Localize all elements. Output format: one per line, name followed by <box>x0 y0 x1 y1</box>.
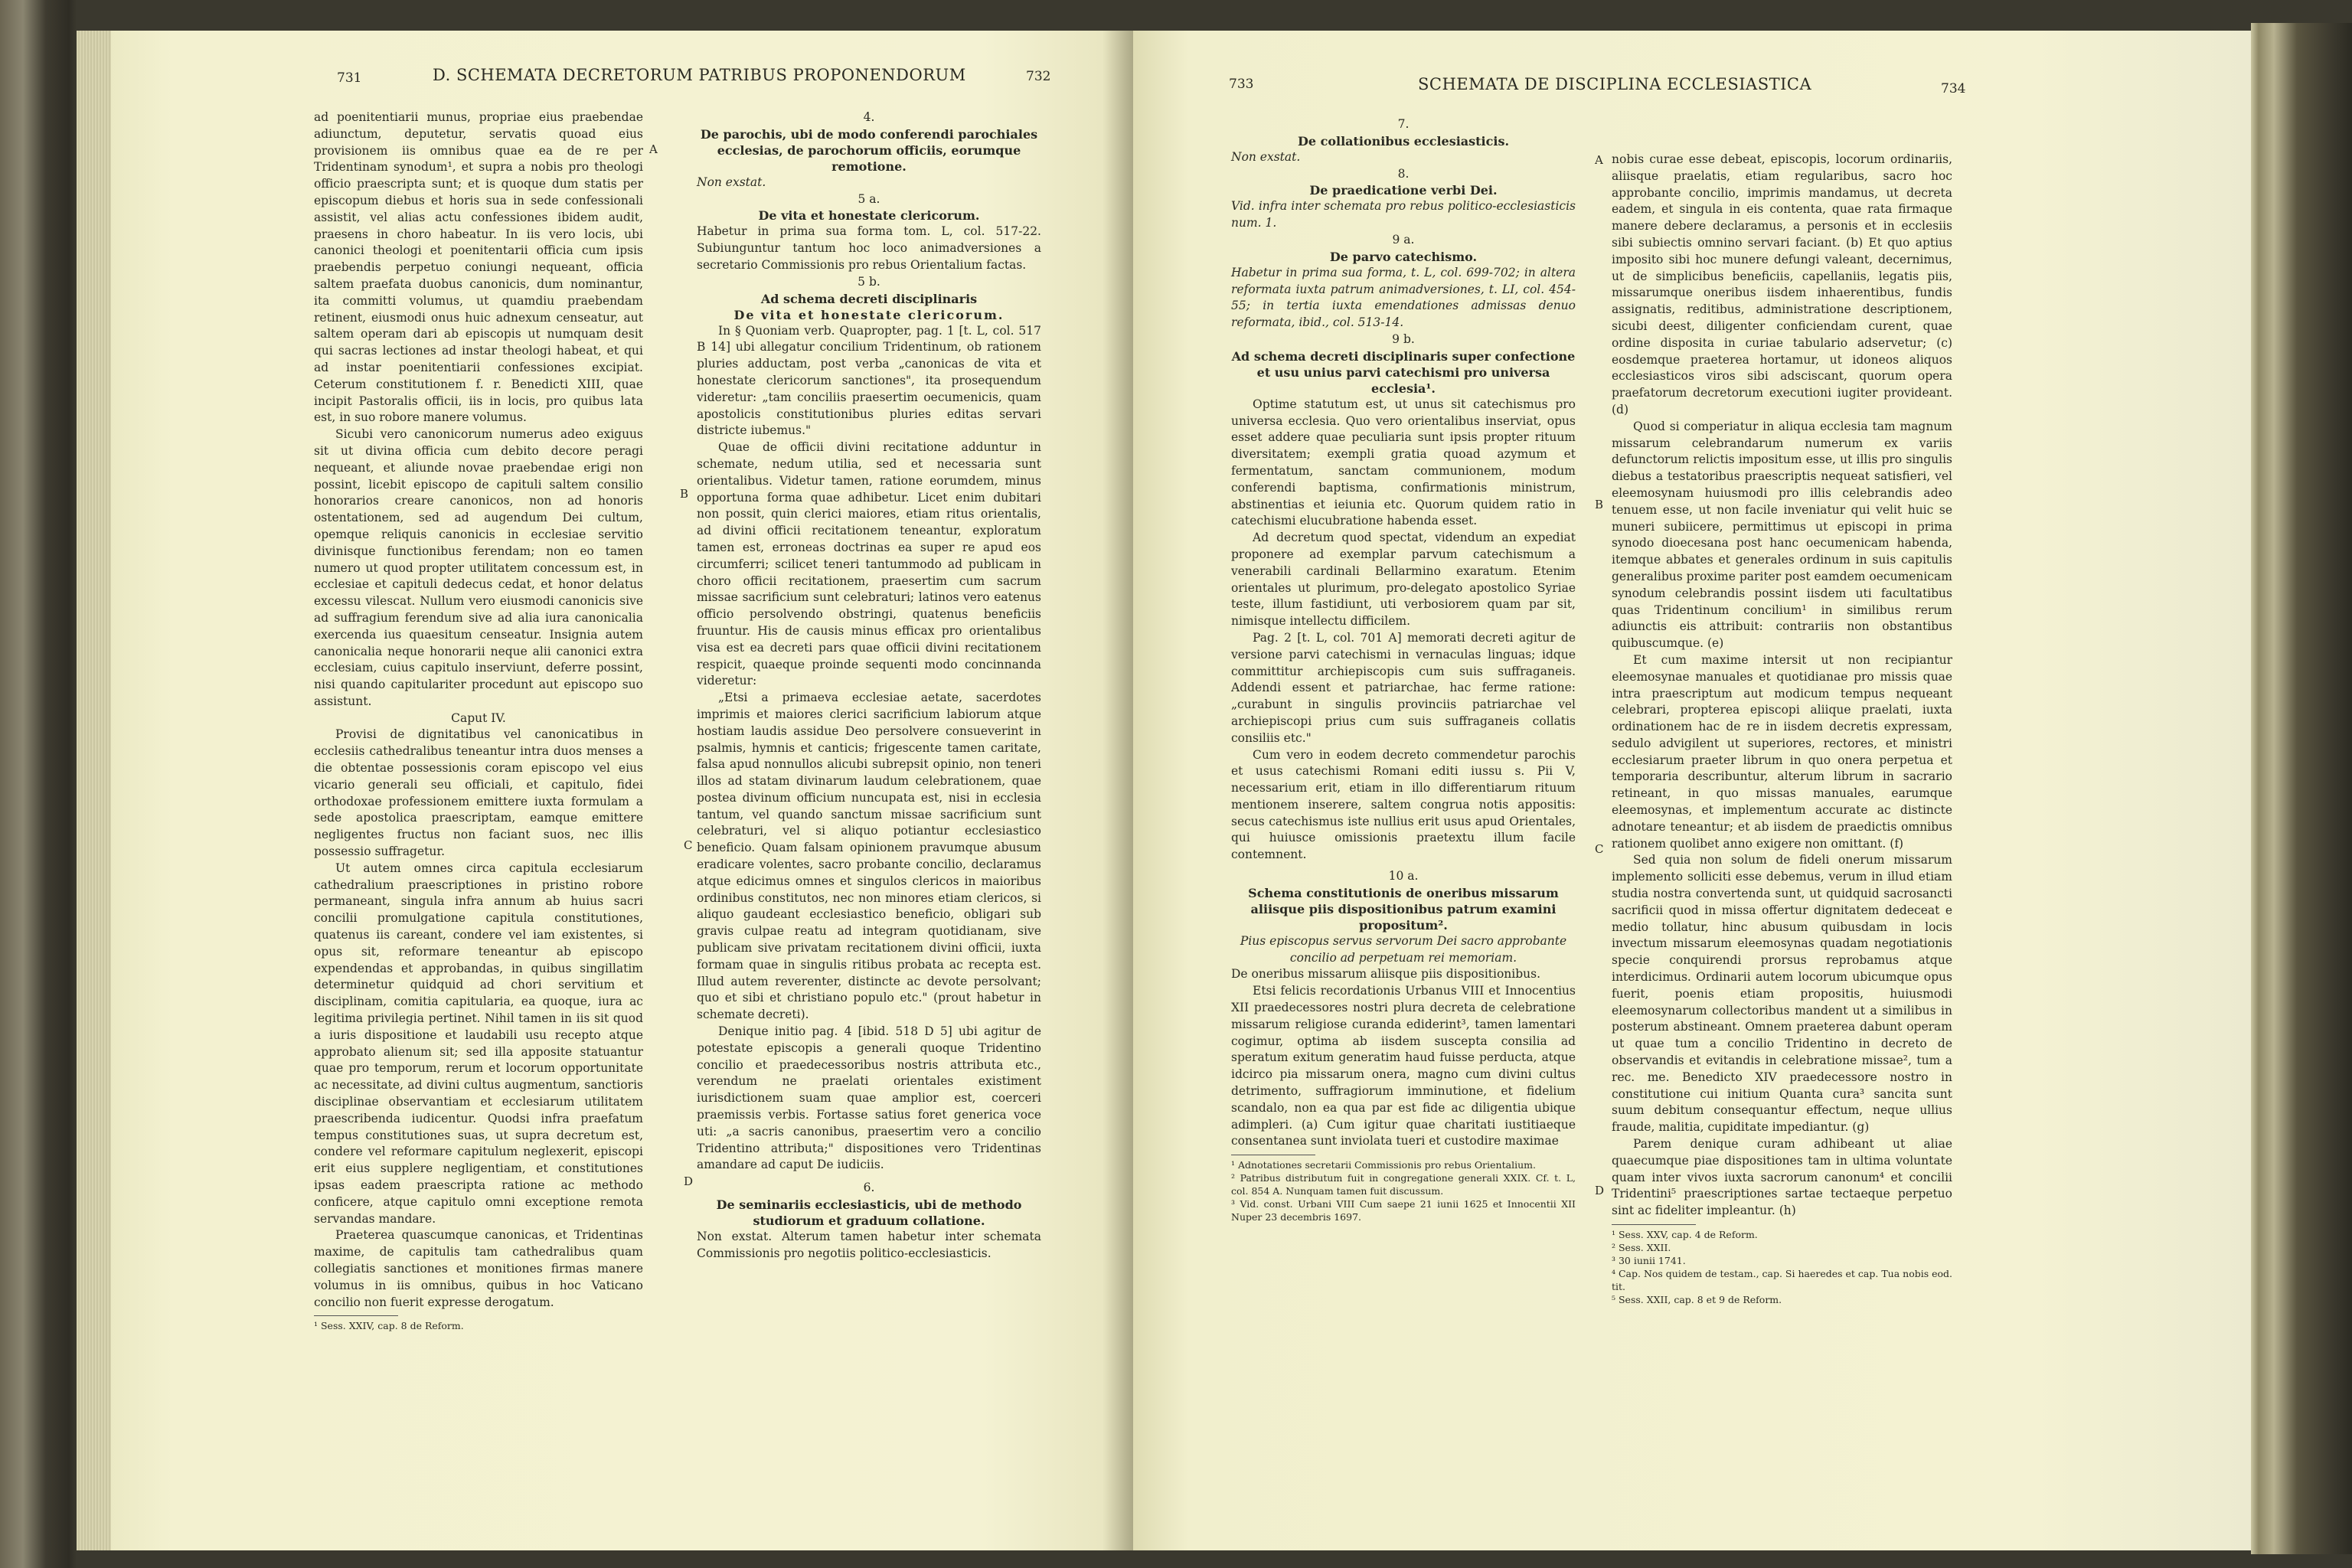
paragraph: Quod si comperiatur in aliqua ecclesia tam magnum missarum celebrandarum numerum ex variis defunctorum relictis impositum esse, ut illis pro singulis diebus a testatoribus praescriptis nequeat satisfieri, vel eleemosynam huiusmodi pro illis celebrandis adeo tenuem esse, ut non facile inveniatur qui velit huic se muneri subiicere, permittimus ut episcopi in prima synodo dioecesana post hanc oecumenicam habenda, itemque abbates et generales ordinum in suis capitulis generalibus proxime pariter post eamdem oecumenicam synodum celebrandis possint iisdem uti facultatibus quas Tridentinum concilium¹ in similibus rerum adiunctis eis attribuit: contrariis non obstantibus quibuscumque. (e) <box>1612 419 1952 651</box>
margin-marker-a: A <box>1595 153 1603 167</box>
section-title: Schema constitutionis de oneribus missarum aliisque piis dispositionibus patrum examini propositum². <box>1248 885 1559 933</box>
footnote: ⁵ Sess. XXII, cap. 8 et 9 de Reform. <box>1612 1294 1782 1305</box>
section-note: Non exstat. <box>697 175 766 189</box>
section-number: 9 b. <box>1392 332 1415 346</box>
left-page-column-1 <box>314 109 643 1332</box>
margin-marker-d: D <box>684 1174 694 1188</box>
section-number: 4. <box>863 110 875 124</box>
section-note: Vid. infra inter schemata pro rebus politico-ecclesiasticis num. 1. <box>1231 199 1576 230</box>
section-lead: De oneribus missarum aliisque piis dispositionibus. <box>1231 967 1541 982</box>
footnote: ³ 30 iunii 1741. <box>1612 1255 1686 1266</box>
section-title: Ad schema decreti disciplinaris <box>760 291 978 306</box>
page-number-731: 731 <box>337 70 362 86</box>
paragraph: Denique initio pag. 4 [ibid. 518 D 5] ubi agitur de potestate episcopis a generali quoque Tridentino concilio et praedecessoribus nostris attributa etc., verendum ne praelati orientales existiment iurisdictionem suam quae amplior est, coerceri praemissis verbis. Fortasse satius foret generica voce uti: „a sacris canonibus, praesertim vero a concilio Tridentino attributa;" dispositiones vero Tridentinas amandare ad caput De iudiciis. <box>697 1024 1041 1172</box>
left-page <box>111 31 1133 1550</box>
margin-marker-b: B <box>1595 498 1604 511</box>
paragraph: Sicubi vero canonicorum numerus adeo exiguus sit ut divina officia cum debito decore peragi nequeant, et aliunde novae praebendae erigi non possint, licebit episcopo de capituli saltem consilio honorarios creare canonicos, non ad honoris ostentationem, sed ad augendum Dei cultum, opemque reliquis canonicis in ecclesiae servitio divinisque functionibus ferendam; non eo tamen numero ut quod propter utilitatem concessum est, in ecclesiae et capituli dedecus cedat, et honor delatus excessu vilescat. Nullum vero eiusmodi canonicis sive ad suffragium ferendum sive ad alia iura canonicalia exercenda ius quaesitum censeatur. Insignia autem canonicalia neque honorarii neque alii canonici extra ecclesiam, cuius capitulo inserviunt, deferre possint, nisi quando capitulariter procedunt aut episcopo suo assistunt. <box>314 427 643 708</box>
margin-marker-c: C <box>1595 842 1604 856</box>
paragraph: Provisi de dignitatibus vel canonicatibus in ecclesiis cathedralibus teneantur intra duos menses a die obtentae possessionis coram episcopo vel eius vicario generali seu officiali, et capitulo, fidei orthodoxae professionem emittere iuxta formulam a sede apostolica praescriptam, eamque emittere negligentes fructus non faciant suos, nec illis possessio suffragetur. <box>314 727 643 859</box>
section-number: 7. <box>1397 117 1410 131</box>
page-edges-right <box>2251 23 2352 1554</box>
footnote: ² Patribus distributum fuit in congregatione generali XXIX. Cf. t. L, col. 854 A. Nunquam tamen fuit discussum. <box>1231 1172 1576 1197</box>
section-note: Habetur in prima sua forma tom. L, col. 517-22. Subiunguntur tantum hoc loco animadversiones a secretario Commissionis pro rebus Orientalium factas. <box>697 224 1041 272</box>
section-title: De seminariis ecclesiasticis, ubi de methodo studiorum et graduum collatione. <box>716 1197 1022 1229</box>
right-page-column-2 <box>1612 152 1952 1306</box>
section-note: Non exstat. Alterum tamen habetur inter schemata Commissionis pro negotiis politico-ecclesiasticis. <box>697 1230 1041 1260</box>
section-number: 6. <box>863 1181 875 1195</box>
running-head-left: D. SCHEMATA DECRETORUM PATRIBUS PROPONENDORUM <box>433 66 966 84</box>
page-number-734: 734 <box>1941 81 1966 96</box>
margin-marker-c: C <box>684 838 693 852</box>
footnote-rule <box>314 1315 398 1316</box>
footnote: ¹ Adnotationes secretarii Commissionis pro rebus Orientalium. <box>1231 1159 1536 1171</box>
running-head-right: SCHEMATA DE DISCIPLINA ECCLESIASTICA <box>1418 75 1812 93</box>
paragraph: Cum vero in eodem decreto commendetur parochis et usus catechismi Romani editi iussu s. Pii V, necessarium erit, etiam in illo differentiarum rituum mentionem inserere, saltem congrua notis appositis: secus catechismus iste nullius erit usus apud Orientales, qui huiusce omissionis praetextu illum facile contemnent. <box>1231 747 1576 862</box>
section-number: 5 a. <box>858 191 880 206</box>
paragraph: Optime statutum est, ut unus sit catechismus pro universa ecclesia. Quo vero orientalibus inserviat, opus esset addere quae peculiaria sunt ipsis propter rituum diversitatem; exempli gratia quoad azymum et fermentatum, sanctam communionem, modum conferendi baptisma, confirmationis ministrum, abstinentias et ieiunia etc. Quorum quidem ratio in catechismi elucubratione habenda esset. <box>1231 397 1576 528</box>
section-title: De praedicatione verbi Dei. <box>1309 183 1498 198</box>
paragraph: In § Quoniam verb. Quapropter, pag. 1 [t. L, col. 517 B 14] ubi allegatur concilium Tridentinum, ob rationem pluries adductam, post verba „canonicas de vita et honestate clericorum sanctiones", ita prosequendum videretur: „tam conciliis praesertim oecumenicis, quam apostolicis constitutionibus pluries editas servari districte iubemus." <box>697 323 1041 438</box>
paragraph: Ut autem omnes circa capitula ecclesiarum cathedralium praescriptiones in pristino robore permaneant, singula infra annum ab huius sacri concilii promulgatione capitula constitutiones, quatenus iis careant, condere vel iam existentes, si opus sit, reformare teneantur ab episcopo expendendas et approbandas, in quibus singillatim determinetur quidquid ad chori servitium et disciplinam, comitia capitularia, ea quoque, iura ac legitima privilegia pertinet. Nihil tamen in iis sit quod a iuris dispositione et laudabili usu recepto atque approbato alienum sit; sed illa apposite statuantur quae pro temporum, rerum et locorum opportunitate ac necessitate, ad divini cultus augmentum, sanctioris disciplinae observantiam et ecclesiarum utilitatem praescribenda iudicentur. Quodsi infra praefatum tempus constitutiones suas, ut supra decretum est, condere vel reformare capitulum neglexerit, episcopi erit eius supplere negligentiam, et constitutiones ipsas eadem praescripta ratione ac methodo conficere, atque capitulo omni exceptione remota servandas mandare. <box>314 861 643 1226</box>
section-note: Non exstat. <box>1231 149 1301 164</box>
margin-marker-d: D <box>1595 1184 1605 1197</box>
paragraph: „Etsi a primaeva ecclesiae aetate, sacerdotes imprimis et maiores clerici sacrificium labiorum atque hostiam laudis assidue Deo persolvere consueverint in psalmis, hymnis et canticis; frigescente tamen caritate, falsa apud nonnullos alicubi subrepsit opinio, non teneri illos ad statam divinarum laudum celebrationem, quae postea divinum officium nuncupata est, nisi in ecclesia tantum, vel quando sanctum missae sacrificium sunt celebraturi, vel si aliquo potiantur ecclesiastico beneficio. Quam falsam opinionem pravumque abusum eradicare volentes, sacro probante concilio, declaramus atque edicimus omnes et singulos clericos in maioribus ordinibus constitutos, nec non minores etiam clericos, si aliquo gaudeant ecclesiastico beneficio, obligari sub gravis culpae reatu ad integram quotidianam, sive publicam sive privatam recitationem divini officii, iuxta formam quae in singulis ritibus probata ac recepta est. Illud autem reverenter, distincte ac devote persolvant; quo et sibi et christiano populo etc." (prout habetur in schemate decreti). <box>697 691 1041 1022</box>
section-subtitle: De vita et honestate clericorum. <box>733 307 1004 322</box>
footnote: ³ Vid. const. Urbani VIII Cum saepe 21 iunii 1625 et Innocentii XII Nuper 23 decembris 1697. <box>1231 1198 1576 1223</box>
paragraph: Quae de officii divini recitatione adduntur in schemate, nedum utilia, sed et necessaria sunt orientalibus. Videtur tamen, ratione eorumdem, minus opportuna forma quae adhibetur. Licet enim dubitari non possit, quin clerici maiores, etiam ritus orientalis, ad divini officii recitationem teneantur, exploratum tamen est, erroneas doctrinas ea super re apud eos circumferri; scilicet teneri tantummodo ad publicam in choro officii recitationem, praesertim cum sacrum missae sacrificium sunt celebraturi; latinos vero eatenus officio persolvendo obstringi, quatenus beneficiis fruuntur. His de causis minus efficax pro orientalibus visa est ea decreti pars quae officii divini recitationem respicit, quaeque proinde sequenti modo concinnanda videretur: <box>697 440 1041 688</box>
paragraph: Sed quia non solum de fideli onerum missarum implemento solliciti esse debemus, verum in illud etiam studia nostra convertenda sunt, ut quidquid sacrosancti sacrificii quod in missa offertur dignitatem dedeceat e medio tollatur, hinc abusum quibusdam in locis invectum missarum eleemosynas quadam negotiationis specie conquirendi prorsus reprobamus atque interdicimus. Ordinarii autem locorum ubicumque opus fuerit, poenis etiam propositis, huiusmodi eleemosynarum collectoribus mandent ut a similibus in posterum abstineant. Omnem praeterea dabunt operam ut quae tum a concilio Tridentino in decreto de observandis et evitandis in celebratione missae², tum a rec. me. Benedicto XIV praedecessore nostro in constitutione cui initium Quanta cura³ sancita sunt suum debitum consequantur effectum, neque ullius fraude, malitia, cupiditate impediantur. (g) <box>1612 853 1952 1135</box>
paragraph: Et cum maxime intersit ut non recipiantur eleemosynae manuales et quotidianae pro missis quae intra praescriptum aut modicum tempus nequeant celebrari, propterea episcopi aliique praelati, iuxta ordinationem hac de re in iisdem decretis expressam, sedulo advigilent ut superiores, rectores, et ministri ecclesiarum praeter librum in quo onera perpetua et temporaria describuntur, alterum librum in sacrario retineant, in quo missas manuales, earumque eleemosynas, et implementum accurate ac distincte adnotare teneantur; et ab iisdem de praedictis omnibus rationem quolibet anno exigere non omittant. (f) <box>1612 652 1952 851</box>
footnote: ¹ Sess. XXIV, cap. 8 de Reform. <box>314 1320 464 1332</box>
section-title: De vita et honestate clericorum. <box>758 208 980 224</box>
page-number-733: 733 <box>1229 77 1254 92</box>
section-note: Habetur in prima sua forma, t. L, col. 699-702; in altera reformata iuxta patrum animadversiones, t. LI, col. 454-55; in tertia iuxta emendationes admissas denuo reformata, ibid., col. 513-14. <box>1231 265 1576 330</box>
page-number-732: 732 <box>1026 69 1051 84</box>
paragraph: ad poenitentiarii munus, propriae eius praebendae adiunctum, deputetur, servatis quoad eius provisionem iis omnibus quae ea de re per Tridentinam synodum¹, et supra a nobis pro theologi officio praescripta sunt; et is quoque dum statis per episcopum diebus et horis sua in sede confessionali assistit, vel alias actu confessiones ibidem audit, praesens in choro habeatur. In iis vero locis, ubi canonici theologi et poenitentarii officia cum ipsis praebendis perpetuo coniungi nequeant, officia saltem praefata duobus canonicis, dum nominantur, ita committi volumus, ut quamdiu praebendam retinent, eiusmodi onus huic adnexum censeatur, aut saltem operam dari ab episcopis ut numquam desit qui sacras lectiones ad instar theologi habeat, et qui ad instar poenitentiarii confessiones excipiat. Ceterum constitutionem f. r. Benedicti XIII, quae incipit Pastoralis officii, iis in locis, pro quibus lata est, in suo robore manere volumus. <box>314 110 643 425</box>
section-title: Ad schema decreti disciplinaris super confectione et usu unius parvi catechismi pro universa ecclesia¹. <box>1231 348 1576 396</box>
paragraph: Pag. 2 [t. L, col. 701 A] memorati decreti agitur de versione parvi catechismi in vernaculas linguas; idque committitur archiepiscopis cum suis suffraganeis. Addendi essent et patriarchae, hac ferme ratione: „curabunt in singulis provinciis patriarchae vel archiepiscopi prius cum suis suffraganeis collatis consiliis etc." <box>1231 630 1576 745</box>
section-number: 10 a. <box>1388 869 1419 884</box>
section-title: De parochis, ubi de modo conferendi parochiales ecclesias, de parochorum officiis, eorumque remotione. <box>700 126 1038 174</box>
left-page-column-2 <box>697 109 1041 1263</box>
footnote-rule <box>1612 1224 1696 1225</box>
right-page-column-1 <box>1231 116 1576 1223</box>
paragraph: Praeterea quascumque canonicas, et Tridentinas maxime, de capitulis tam cathedralibus quam collegiatis sanctiones et monitiones firmas manere volumus in iis omnibus, quibus in hoc Vaticano concilio non fuerit expresse derogatum. <box>314 1228 643 1309</box>
section-note: Pius episcopus servus servorum Dei sacro approbante concilio ad perpetuam rei memoriam. <box>1240 933 1567 965</box>
chapter-heading: Caput IV. <box>451 710 506 725</box>
page-edges-left <box>77 31 111 1550</box>
paragraph: Etsi felicis recordationis Urbanus VIII et Innocentius XII praedecessores nostri plura decreta de celebratione missarum religiose curanda ediderint³, tamen lamentari cogimur, optima ab iisdem suscepta consilia ad speratum exitum generatim haud fuisse perducta, atque idcirco pia missarum onera, magno cum divini cultus detrimento, suffragiorum imminutione, et fidelium scandalo, non ea qua par est fide ac diligentia ubique adimpleri. (a) Cum igitur quae charitati iustitiaeque consentanea sunt inviolata tueri et custodire maximae <box>1231 984 1576 1148</box>
section-title: De parvo catechismo. <box>1329 249 1478 264</box>
section-number: 9 a. <box>1392 232 1415 247</box>
footnote: ⁴ Cap. Nos quidem de testam., cap. Si haeredes et cap. Tua nobis eod. tit. <box>1612 1268 1953 1292</box>
footnote: ² Sess. XXII. <box>1612 1242 1671 1253</box>
section-title: De collationibus ecclesiasticis. <box>1297 133 1510 149</box>
paragraph: Ad decretum quod spectat, videndum an expediat proponere ad exemplar parvum catechismum a venerabili cardinali Bellarmino exaratum. Etenim orientales ut plurimum, pro-delegato apostolico Syriae teste, illum fastidiunt, uti verbosiorem quam par sit, nimisque intellectu difficilem. <box>1231 531 1576 629</box>
margin-marker-a: A <box>649 142 658 156</box>
section-number: 5 b. <box>858 274 880 289</box>
right-page <box>1133 31 2251 1550</box>
paragraph: Parem denique curam adhibeant ut aliae quaecumque piae dispositiones tam in ultima voluntate quam inter vivos iuxta sacrorum canonum⁴ et concilii Tridentini⁵ praescriptiones sartae tectaeque perpetuo sint ac fideliter impleantur. (h) <box>1612 1137 1952 1218</box>
paragraph: nobis curae esse debeat, episcopis, locorum ordinariis, aliisque praelatis, etiam regularibus, sacro hoc approbante concilio, imprimis mandamus, ut decreta eadem, et singula in eis contenta, quae rata firmaque manere debere declaramus, a personis et in ecclesiis sibi subiectis omnino servari faciant. (b) Et quo aptius imposito sibi hoc munere defungi valeant, decernimus, ut de simplicibus beneficiis, capellaniis, legatis piis, missarumque oneribus iisdem inhaerentibus, fundis assignatis, reditibus, administratione descriptionem, sicubi deest, diligenter conficiendam curent, quae ordine disposita in curiae tabulario adservetur; (c) eosdemque praeterea hortamur, ut idoneos aliquos ecclesiasticos viros sibi adsciscant, quorum opera praefatorum decretorum executioni iugiter provideant. (d) <box>1612 152 1952 416</box>
margin-marker-b: B <box>680 487 689 501</box>
footnote: ¹ Sess. XXV, cap. 4 de Reform. <box>1612 1229 1758 1240</box>
section-number: 8. <box>1397 166 1410 181</box>
